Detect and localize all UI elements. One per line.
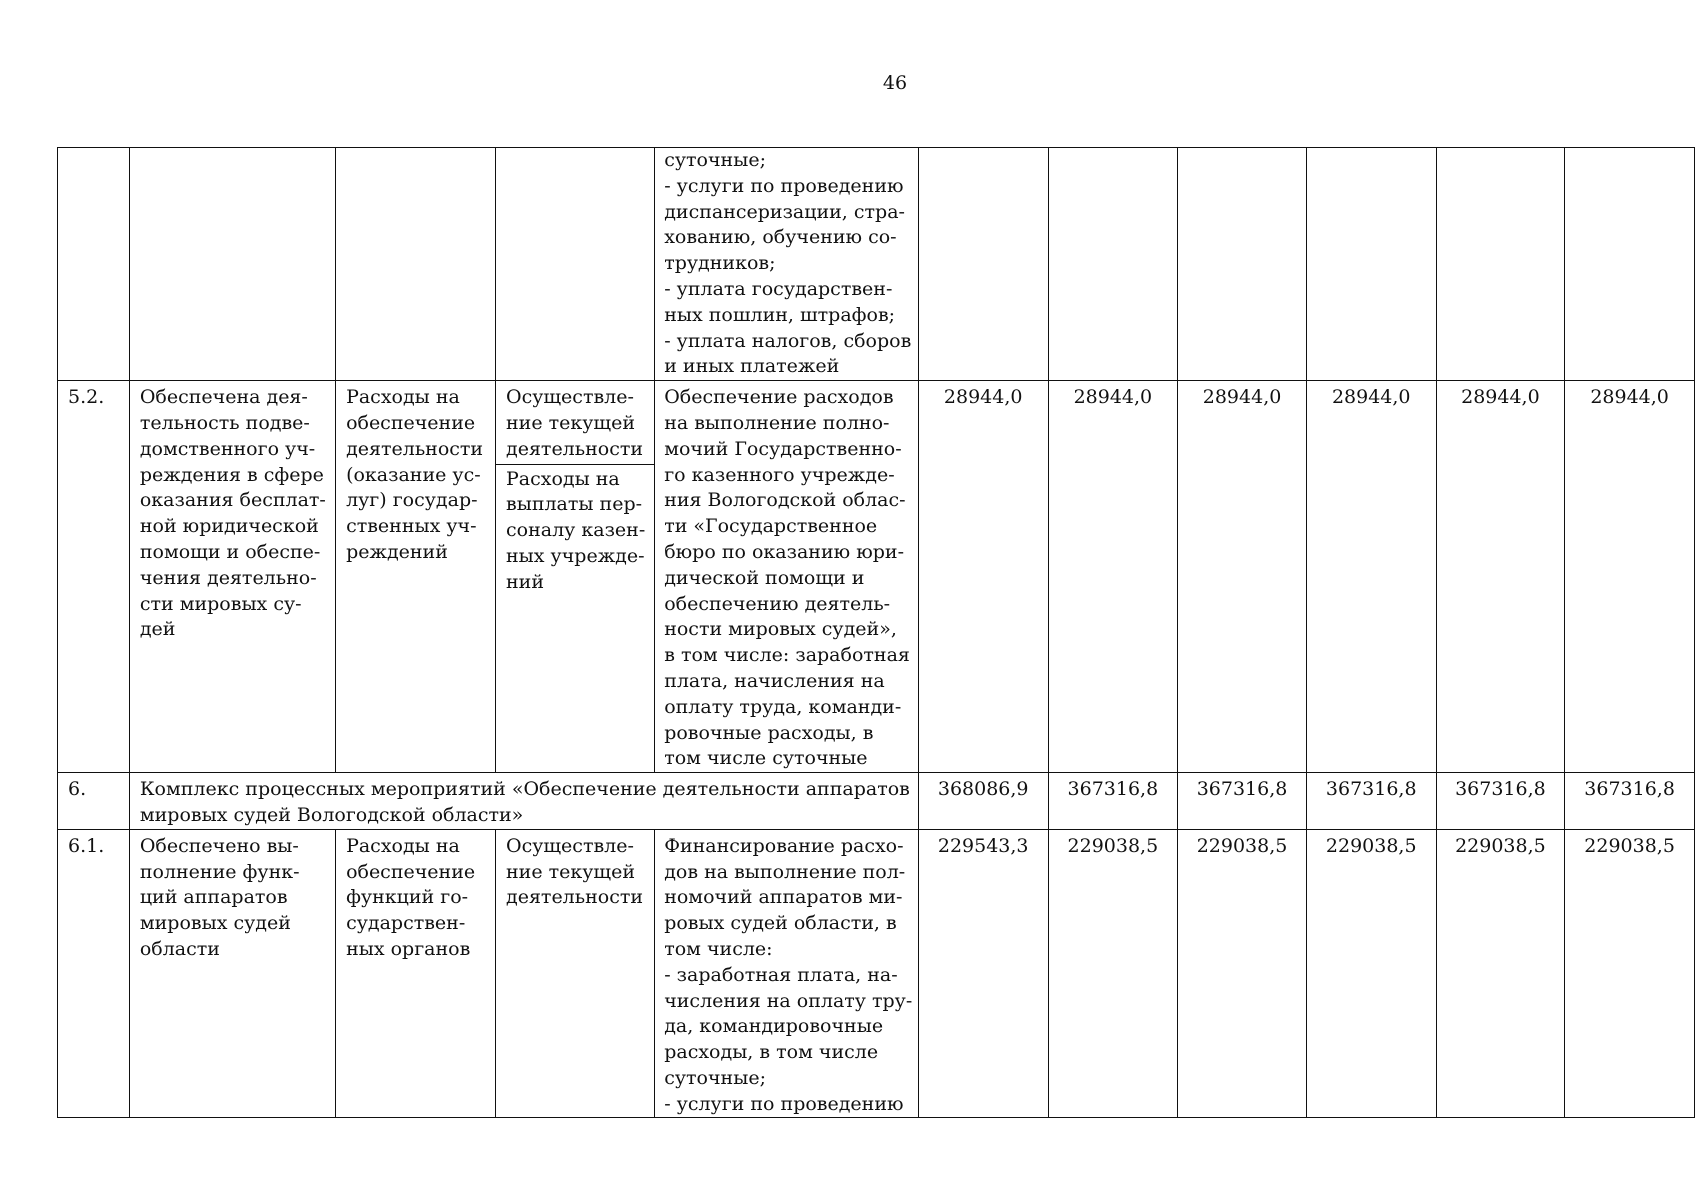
text-line: луг) государ-: [346, 489, 478, 512]
cell-value: 28944,0: [1565, 381, 1695, 773]
text-line: - заработная плата, на-: [664, 963, 898, 986]
cell-expense: [336, 829, 496, 1118]
text-line: Расходы на: [506, 467, 620, 490]
cell-value: 28944,0: [1048, 381, 1178, 773]
text-line: на выполнение полно-: [664, 411, 890, 434]
cell-value: 28944,0: [918, 381, 1048, 773]
text-line: ровочные расходы, в: [664, 721, 874, 744]
text-line: - услуги по проведению: [664, 1092, 904, 1115]
text-line: оплату труда, команди-: [664, 695, 902, 718]
text-line: ровых судей области, в: [664, 912, 897, 935]
text-line: номочий аппаратов ми-: [664, 886, 903, 909]
text-line: домственного уч-: [139, 437, 316, 460]
text-line: ние текущей: [506, 411, 635, 434]
text-line: Обеспечение расходов: [664, 386, 894, 409]
cell-value: [1048, 148, 1178, 381]
text-line: выплаты пер-: [506, 493, 643, 516]
text-line: соналу казен-: [506, 519, 646, 542]
text-line: Финансирование расхо-: [664, 834, 904, 857]
cell-value: 368086,9: [918, 773, 1048, 830]
text-line: суточные;: [664, 149, 766, 171]
text-line: (оказание ус-: [346, 463, 481, 486]
cell-result: [129, 148, 335, 381]
cell-value: [1436, 148, 1565, 381]
cell-kind: [496, 148, 655, 381]
cell-value: [1565, 148, 1695, 381]
budget-table: [57, 147, 1695, 1118]
cell-value: 367316,8: [1048, 773, 1178, 830]
kind-personnel: [496, 465, 654, 600]
text-line: деятельности: [506, 437, 644, 460]
text-line: Осуществле-: [506, 386, 634, 409]
text-line: плата, начисления на: [664, 669, 885, 692]
text-line: расходы, в том числе: [664, 1041, 879, 1064]
cell-kind: [496, 829, 655, 1118]
cell-value: 367316,8: [1436, 773, 1565, 830]
cell-value: [918, 148, 1048, 381]
section-title-line: мировых судей Вологодской области»: [139, 803, 524, 826]
section-title-line: Комплекс процессных мероприятий «Обеспечение деятельности аппаратов: [139, 778, 910, 801]
text-line: мочий Государственно-: [664, 437, 902, 460]
text-line: ственных уч-: [346, 515, 477, 538]
text-line: суточные;: [664, 1066, 766, 1089]
text-line: реждений: [346, 540, 448, 563]
cell-value: 229038,5: [1436, 829, 1565, 1118]
text-line: Расходы на: [346, 834, 460, 857]
text-line: трудников;: [664, 252, 776, 275]
cell-value: 229038,5: [1306, 829, 1436, 1118]
text-line: деятельности: [346, 437, 484, 460]
text-line: ти «Государственное: [664, 515, 878, 538]
text-line: Обеспечена дея-: [139, 386, 308, 409]
table-row-6-1: [58, 829, 1695, 1118]
text-line: дической помощи и: [664, 566, 865, 589]
text-line: области: [139, 937, 220, 960]
text-line: и иных платежей: [664, 355, 840, 378]
page-number: 46: [882, 72, 908, 94]
table-row-6: [58, 773, 1695, 830]
text-line: Расходы на: [346, 386, 460, 409]
text-line: бюро по оказанию юри-: [664, 540, 904, 563]
cell-value: 28944,0: [1436, 381, 1565, 773]
text-line: ных учрежде-: [506, 544, 645, 567]
text-line: ний: [506, 570, 544, 593]
text-line: оказания бесплат-: [139, 489, 326, 512]
text-line: ности мировых судей»,: [664, 618, 897, 641]
cell-expense: [336, 381, 496, 773]
cell-index: 6.1.: [58, 829, 130, 1118]
cell-value: 229038,5: [1048, 829, 1178, 1118]
text-line: ных органов: [346, 937, 471, 960]
cell-index: 5.2.: [58, 381, 130, 773]
cell-index: 6.: [58, 773, 130, 830]
text-line: функций го-: [346, 886, 469, 909]
text-line: чения деятельно-: [139, 566, 317, 589]
cell-value: 28944,0: [1178, 381, 1307, 773]
text-line: ние текущей: [506, 860, 635, 883]
text-line: том числе:: [664, 937, 773, 960]
text-line: ций аппаратов: [139, 886, 288, 909]
text-line: да, командировочные: [664, 1015, 884, 1038]
text-line: дей: [139, 618, 176, 641]
text-line: Обеспечено вы-: [139, 834, 299, 857]
cell-result: [129, 381, 335, 773]
cell-value: 229038,5: [1178, 829, 1307, 1118]
text-line: дов на выполнение пол-: [664, 860, 906, 883]
text-line: диспансеризации, стра-: [664, 200, 905, 223]
cell-value: 367316,8: [1178, 773, 1307, 830]
cell-value: 367316,8: [1565, 773, 1695, 830]
text-line: полнение функ-: [139, 860, 300, 883]
table-row-5-2: [58, 381, 1695, 773]
cell-description: [655, 829, 919, 1118]
text-line: - уплата государствен-: [664, 277, 893, 300]
text-line: ных пошлин, штрафов;: [664, 303, 896, 326]
cell-index: [58, 148, 130, 381]
cell-expense: [336, 148, 496, 381]
cell-value: [1178, 148, 1307, 381]
text-line: ной юридической: [139, 515, 319, 538]
text-line: ния Вологодской облас-: [664, 489, 906, 512]
text-line: - уплата налогов, сборов: [664, 329, 912, 352]
text-line: го казенного учрежде-: [664, 463, 895, 486]
cell-result: [129, 829, 335, 1118]
cell-value: 28944,0: [1306, 381, 1436, 773]
text-line: числения на оплату тру-: [664, 989, 913, 1012]
text-line: в том числе: заработная: [664, 644, 910, 667]
kind-activity: [496, 381, 654, 464]
text-line: сударствен-: [346, 912, 466, 935]
text-line: обеспечение: [346, 411, 476, 434]
cell-description: [655, 381, 919, 773]
cell-value: 229543,3: [918, 829, 1048, 1118]
cell-value: [1306, 148, 1436, 381]
cell-kind: [496, 381, 655, 773]
text-line: помощи и обеспе-: [139, 540, 321, 563]
text-line: реждения в сфере: [139, 463, 324, 486]
text-line: деятельности: [506, 886, 644, 909]
cell-value: 367316,8: [1306, 773, 1436, 830]
cell-description: [655, 148, 919, 381]
cell-value: 229038,5: [1565, 829, 1695, 1118]
text-line: том числе суточные: [664, 747, 868, 770]
text-line: Осуществле-: [506, 834, 634, 857]
text-line: сти мировых су-: [139, 592, 302, 615]
text-line: обеспечение: [346, 860, 476, 883]
text-line: мировых судей: [139, 912, 291, 935]
text-line: тельность подве-: [139, 411, 310, 434]
text-line: - услуги по проведению: [664, 174, 904, 197]
cell-section-title: [129, 773, 918, 830]
table-row-continuation: [58, 148, 1695, 381]
text-line: хованию, обучению со-: [664, 226, 897, 249]
text-line: обеспечению деятель-: [664, 592, 891, 615]
